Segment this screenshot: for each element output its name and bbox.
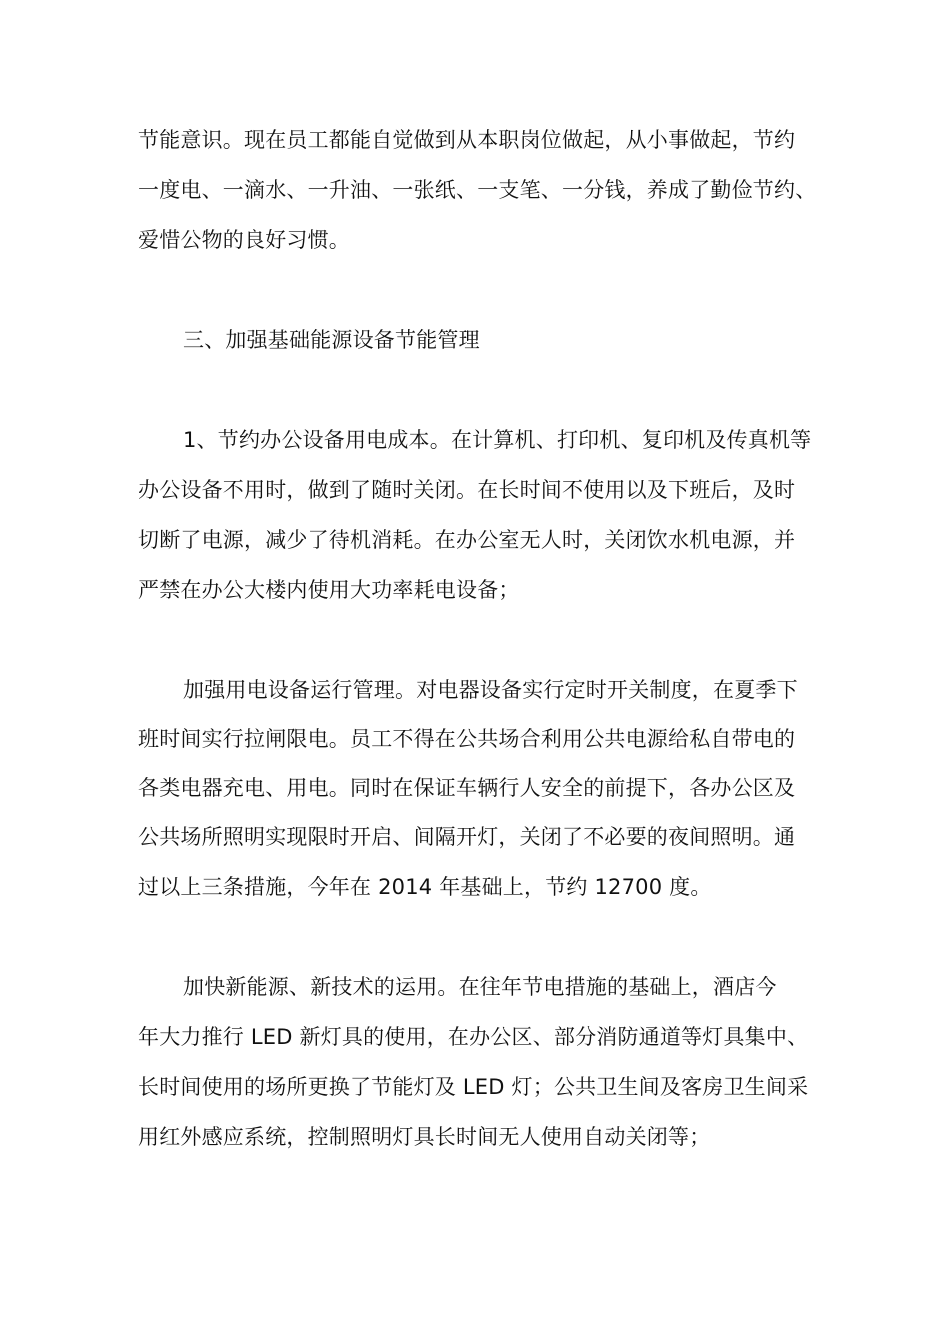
paragraph-3-line-1: 加强用电设备运行管理。对电器设备实行定时开关制度，在夏季下 — [183, 678, 798, 702]
paragraph-1-line-3: 爱惜公物的良好习惯。 — [138, 228, 350, 252]
paragraph-1-line-2: 一度电、一滴水、一升油、一张纸、一支笔、一分钱，养成了勤俭节约、 — [138, 178, 817, 202]
paragraph-2-line-4: 严禁在办公大楼内使用大功率耗电设备； — [138, 578, 520, 602]
section-heading: 三、加强基础能源设备节能管理 — [183, 328, 480, 352]
paragraph-4-line-1: 加快新能源、新技术的运用。在往年节电措施的基础上，酒店今 — [183, 975, 777, 999]
paragraph-3-line-2: 班时间实行拉闸限电。员工不得在公共场合利用公共电源给私自带电的 — [138, 727, 796, 751]
paragraph-4-line-3: 长时间使用的场所更换了节能灯及 LED 灯；公共卫生间及客房卫生间采 — [138, 1075, 809, 1099]
paragraph-3-line-4: 公共场所照明实现限时开启、间隔开灯，关闭了不必要的夜间照明。通 — [138, 825, 796, 849]
paragraph-2-line-1: 1、节约办公设备用电成本。在计算机、打印机、复印机及传真机等 — [183, 428, 812, 452]
paragraph-4-line-4: 用红外感应系统，控制照明灯具长时间无人使用自动关闭等； — [138, 1125, 711, 1149]
paragraph-1-line-1: 节能意识。现在员工都能自觉做到从本职岗位做起，从小事做起，节约 — [138, 128, 796, 152]
paragraph-3-line-5: 过以上三条措施，今年在 2014 年基础上，节约 12700 度。 — [138, 875, 712, 899]
paragraph-4-line-2: 年大力推行 LED 新灯具的使用，在办公区、部分消防通道等灯具集中、 — [138, 1025, 809, 1049]
paragraph-2-line-2: 办公设备不用时，做到了随时关闭。在长时间不使用以及下班后，及时 — [138, 478, 796, 502]
paragraph-2-line-3: 切断了电源，减少了待机消耗。在办公室无人时，关闭饮水机电源，并 — [138, 528, 796, 552]
paragraph-3-line-3: 各类电器充电、用电。同时在保证车辆行人安全的前提下，各办公区及 — [138, 776, 796, 800]
